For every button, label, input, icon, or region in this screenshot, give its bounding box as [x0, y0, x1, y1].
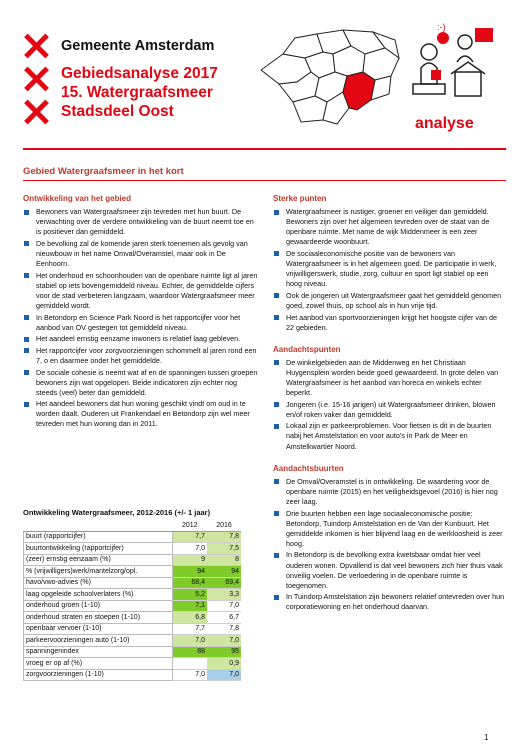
table-row: vroeg er op af (%) 0,9: [24, 658, 242, 670]
list-item: Het aanbod van sportvoorzieningen krijgt het hoogste cijfer van de 22 gebieden.: [273, 313, 506, 333]
list-item: De sociale cohesie is neemt wat af en de spanningen tussen groepen bewoners zijn wat opgelopen. Beide indicatoren zijn echter nog steeds (veel) beter dan gemiddeld.: [23, 368, 260, 398]
table-row: onderhoud groen (1-10) 7,1 7,0: [24, 600, 242, 612]
list-item: In Betondorp is de bevolking extra kwetsbaar omdat hier veel ouderen wonen. Opvallend is dat veel bewoners zich hier thuis vaak onveilig voelen. De verloedering in de openbare ruimte is toegenomen.: [273, 550, 506, 590]
table-row: spanningenindex 88 95: [24, 646, 242, 658]
svg-text::-): :-): [437, 22, 446, 32]
list-item: Watergraafsmeer is rustiger, groener en veiliger dan gemiddeld. Bewoners zijn over het algemeen tevreden over de staat van de openbare ruimte. Met name de wijk Middenmeer is een zeer gewaardeerde woonbuurt.: [273, 207, 506, 247]
list-item: Het aandeel ernstig eenzame inwoners is relatief laag gebleven.: [23, 334, 260, 344]
amsterdam-cross-icon: [23, 33, 49, 59]
table-row: laag opgeleide schoolverlaters (%) 5,2 3,3: [24, 589, 242, 601]
list-item: De bevolking zal de komende jaren sterk toenemen als gevolg van nieuwbouw in het name Omval/Overamstel, maar ook in De Eenhoorn.: [23, 239, 260, 269]
section-rule: [23, 180, 506, 181]
attention-neighbourhoods-list: [273, 477, 506, 613]
district-map-icon: [253, 24, 403, 134]
year-1-header: 2012: [173, 520, 208, 531]
table-row: zorgvoorzieningen (1-10) 7,0 7,0: [24, 669, 242, 681]
table-header-row: [24, 520, 242, 531]
development-list: [23, 207, 260, 429]
logo-text: analyse: [415, 115, 474, 132]
section-title: Gebied Watergraafsmeer in het kort: [23, 166, 184, 177]
list-item: Het aandeel bewoners dat hun woning geschikt vindt om oud in te worden daalt. Ouderen uit Frankendael en Betondorp zijn wel meer tevreden met hun woning dan in 2011.: [23, 399, 260, 429]
list-item: De Omval/Overamstel is in ontwikkeling. De waardering voor de openbare ruimte (2015) en het veiligheidsgevoel (2016) is hier nog zeer laag.: [273, 477, 506, 507]
left-column: [23, 194, 260, 434]
table-row: onderhoud straten en stoepen (1-10) 6,8 6,7: [24, 612, 242, 624]
amsterdam-cross-icon: [23, 66, 49, 92]
attention-points-list: [273, 358, 506, 452]
title-line-1: Gebiedsanalyse 2017: [61, 65, 218, 82]
list-item: Het onderhoud en schoonhouden van de openbare ruimte ligt al jaren stabiel op iets bovengemiddeld niveau. Echter, de gemiddelde cijfers voor de stad verbeteren langzaam, waardoor Watergraafsmeer meer gemiddeld wordt.: [23, 271, 260, 311]
page-number: 1: [484, 733, 489, 742]
year-2-header: 2016: [207, 520, 241, 531]
table-row: openbaar vervoer (1-10) 7,7 7,8: [24, 623, 242, 635]
list-item: In Tuindorp Amstelstation zijn bewoners relatief ontevreden over hun corporatiewoning en het onderhoud daarvan.: [273, 592, 506, 612]
development-table: [23, 520, 241, 681]
list-item: Het rapportcijfer voor zorgvoorzieningen schommelt al jaren rond een 7, o en daarmee onder het gemiddelde.: [23, 346, 260, 366]
table-row: havo/vwo-advies (%) 68,4 69,4: [24, 577, 242, 589]
header-rule: [23, 148, 506, 150]
table-row: % (vrijwilligers)werk/mantelzorg/opl. 94 94: [24, 566, 242, 578]
table-title: Ontwikkeling Watergraafsmeer, 2012-2016 (+/- 1 jaar): [23, 508, 211, 517]
development-heading: Ontwikkeling van het gebied: [23, 194, 132, 203]
list-item: Lokaal zijn er parkeerproblemen. Voor fietsen is dit in de buurten nabij het Amstelstation en voor auto’s in Park de Meer en Amstelkwartier Noord.: [273, 421, 506, 451]
list-item: Ook de jongeren uit Watergraafsmeer gaat het gemiddeld genomen goed, zowel thuis, op school als in hun vrije tijd.: [273, 291, 506, 311]
table-row: parkeervoorzieningen auto (1-10) 7,0 7,0: [24, 635, 242, 647]
organisation-name: Gemeente Amsterdam: [61, 38, 215, 54]
list-item: In Betondorp en Science Park Noord is het rapportcijfer voor het aanbod van OV gestegen tot gemiddeld niveau.: [23, 313, 260, 333]
list-item: Jongeren (i.e. 15-16 jarigen) uit Watergraafsmeer drinken, blowen en/of roken vaker dan gemiddeld.: [273, 400, 506, 420]
list-item: Bewoners van Watergraafsmeer zijn tevreden met hun buurt. De verwachting over de verdere ontwikkeling van de buurt neemt toe en is positiever dan gemiddeld.: [23, 207, 260, 237]
list-item: Drie buurten hebben een lage sociaaleconomische positie: Betondorp, Tuindorp Amstelstation en de Van der Kunbuurt. Het gemiddelde inkomen is hier blijvend laag en de werkloosheid is zeer hoog.: [273, 509, 506, 549]
table-row: buurtontwikkeling (rapportcijfer) 7,0 7,5: [24, 543, 242, 555]
analyse-logo-icon: [407, 22, 499, 140]
strong-points-list: [273, 207, 506, 333]
right-column: [273, 194, 506, 616]
strong-points-heading: Sterke punten: [273, 194, 327, 203]
table-row: buurt (rapportcijfer) 7,7 7,8: [24, 531, 242, 543]
list-item: De winkelgebieden aan de Middenweg en het Christiaan Huygensplein worden beide goed gewaardeerd. In grote delen van Watergraafsmeer is het aanbod van horeca en winkels echter beperkt.: [273, 358, 506, 398]
title-line-2: 15. Watergraafsmeer: [61, 84, 213, 101]
amsterdam-logo: [23, 33, 53, 132]
list-item: De sociaaleconomische positie van de bewoners van Watergraafsmeer is in het algemeen goed. De participatie in werk, vrijwilligerswerk, studie, zorg, cultuur en sport ligt stabiel op een hoog niveau.: [273, 249, 506, 289]
attention-points-heading: Aandachtspunten: [273, 344, 341, 354]
amsterdam-cross-icon: [23, 99, 49, 125]
attention-neighbourhoods-heading: Aandachtsbuurten: [273, 463, 344, 473]
table-row: (zeer) ernstig eenzaam (%) 9 8: [24, 554, 242, 566]
title-line-3: Stadsdeel Oost: [61, 103, 174, 120]
